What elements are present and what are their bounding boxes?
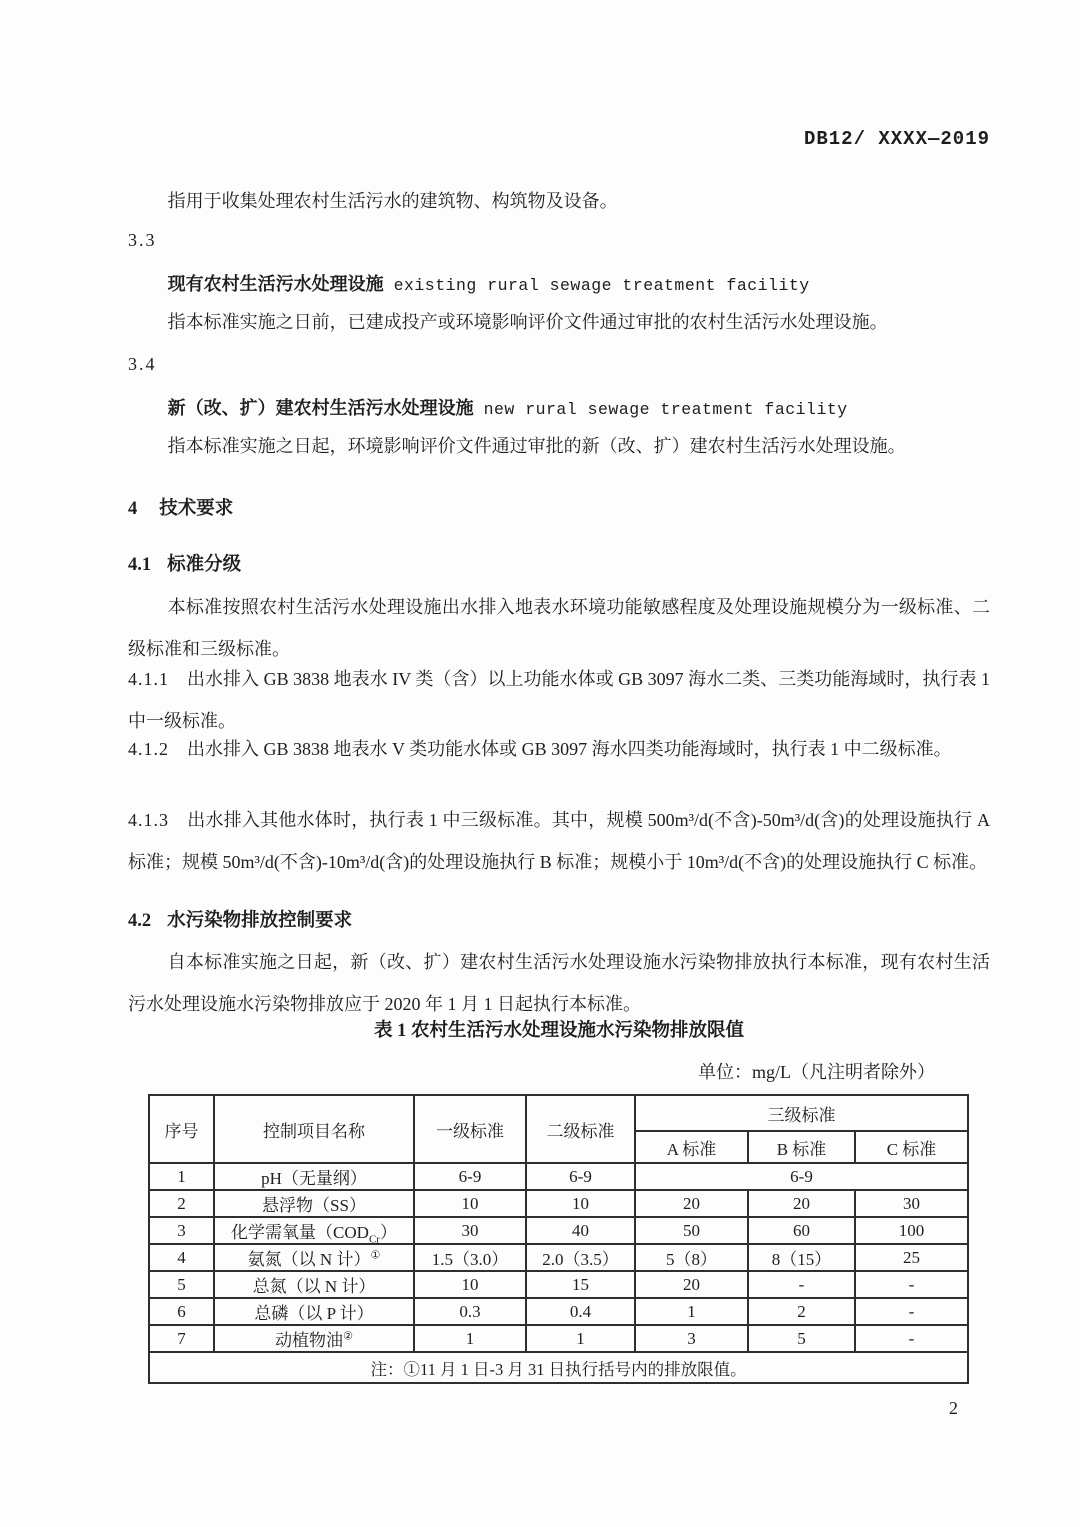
section-heading-4-2 bbox=[128, 906, 990, 932]
cell-name bbox=[214, 1244, 414, 1271]
cell-standard-b: 2 bbox=[748, 1298, 855, 1325]
ammonia-name: 氨氮（以 N 计） bbox=[247, 1250, 371, 1269]
term-heading-3-3 bbox=[128, 270, 990, 296]
table-unit-note: 单位：mg/L（凡注明者除外） bbox=[698, 1062, 935, 1082]
section-4-2-body: 自本标准实施之日起，新（改、扩）建农村生活污水处理设施水污染物排放执行本标准，现有农村生活污水处理设施水污染物排放应于 2020 年 1 月 1 日起执行本标准。 bbox=[128, 952, 990, 1014]
clause-paragraph-4-1-3 bbox=[128, 799, 990, 883]
table-row-ph bbox=[149, 1163, 968, 1190]
cell-standard-b: 60 bbox=[748, 1217, 855, 1244]
clause-label: 4.1.1 bbox=[128, 669, 169, 689]
footnote-mark-1: ① bbox=[370, 1249, 381, 1262]
term-en: existing rural sewage treatment facility bbox=[393, 276, 810, 295]
clause-text: 出水排入 GB 3838 地表水 IV 类（含）以上功能水体或 GB 3097 海水二类、三类功能海域时，执行表 1 中一级标准。 bbox=[128, 669, 990, 731]
section-4-1-intro: 本标准按照农村生活污水处理设施出水排入地表水环境功能敏感程度及处理设施规模分为一级标准、二级标准和三级标准。 bbox=[128, 597, 990, 659]
cell-no: 7 bbox=[149, 1325, 214, 1352]
cell-no: 6 bbox=[149, 1298, 214, 1325]
cell-name: 总磷（以 P 计） bbox=[214, 1298, 414, 1325]
header-cell-level1: 一级标准 bbox=[414, 1095, 526, 1163]
table-row-animal-vegetable-oil bbox=[149, 1325, 968, 1352]
cell-name bbox=[214, 1325, 414, 1352]
cell-standard-c: 30 bbox=[855, 1190, 968, 1217]
cell-standard-a: 5（8） bbox=[635, 1244, 748, 1271]
clause-text: 出水排入其他水体时，执行表 1 中三级标准。其中，规模 500m³/d(不含)-50m³/d(含)的处理设施执行 A 标准；规模 50m³/d(不含)-10m³/d(含)的处理设施执行 B 标准；规模小于 10m³/d(不含)的处理设施执行 C 标准。 bbox=[128, 810, 990, 872]
page-number: 2 bbox=[949, 1398, 958, 1418]
cell-level2: 1 bbox=[526, 1325, 635, 1352]
cell-no: 5 bbox=[149, 1271, 214, 1298]
cell-standard-a: 50 bbox=[635, 1217, 748, 1244]
term-heading-3-4 bbox=[128, 394, 990, 420]
cell-standard-c: 100 bbox=[855, 1217, 968, 1244]
cell-level2: 0.4 bbox=[526, 1298, 635, 1325]
cell-standard-b: - bbox=[748, 1271, 855, 1298]
clause-text: 出水排入 GB 3838 地表水 V 类功能水体或 GB 3097 海水四类功能海域时，执行表 1 中二级标准。 bbox=[187, 739, 952, 759]
oil-name: 动植物油 bbox=[275, 1331, 344, 1350]
cell-standard-a: 20 bbox=[635, 1190, 748, 1217]
clause-number-3-3: 3.3 bbox=[128, 230, 157, 250]
cell-standard-c: - bbox=[855, 1325, 968, 1352]
header-cell-level2: 二级标准 bbox=[526, 1095, 635, 1163]
cell-level2: 15 bbox=[526, 1271, 635, 1298]
cod-name-prefix: 化学需氧量（COD bbox=[231, 1223, 369, 1242]
table-row-ammonia bbox=[149, 1244, 968, 1271]
cell-level1: 6-9 bbox=[414, 1163, 526, 1190]
cell-level1: 1 bbox=[414, 1325, 526, 1352]
table-header-row-1 bbox=[149, 1095, 968, 1131]
cell-name: 总氮（以 N 计） bbox=[214, 1271, 414, 1298]
clause-number-3-4: 3.4 bbox=[128, 354, 157, 374]
header-cell-standard-a: A 标准 bbox=[635, 1131, 748, 1163]
clause-label: 4.1.3 bbox=[128, 810, 169, 830]
cell-standard-a: 3 bbox=[635, 1325, 748, 1352]
section-title: 水污染物排放控制要求 bbox=[167, 911, 353, 931]
cod-name-suffix: ） bbox=[379, 1223, 397, 1242]
section-number: 4.1 bbox=[128, 555, 152, 575]
cell-no: 1 bbox=[149, 1163, 214, 1190]
cell-standard-b: 20 bbox=[748, 1190, 855, 1217]
cell-level1: 0.3 bbox=[414, 1298, 526, 1325]
cell-name: 悬浮物（SS） bbox=[214, 1190, 414, 1217]
header-cell-level3: 三级标准 bbox=[635, 1095, 968, 1131]
table-row-total-phosphorus bbox=[149, 1298, 968, 1325]
chapter-title: 技术要求 bbox=[159, 499, 234, 519]
cell-level2: 10 bbox=[526, 1190, 635, 1217]
cell-level1: 1.5（3.0） bbox=[414, 1244, 526, 1271]
footnote-mark-2: ② bbox=[343, 1330, 353, 1343]
cell-no: 3 bbox=[149, 1217, 214, 1244]
cell-level1: 30 bbox=[414, 1217, 526, 1244]
cell-standard-c: - bbox=[855, 1271, 968, 1298]
cell-level3-merged: 6-9 bbox=[635, 1163, 968, 1190]
cell-standard-a: 20 bbox=[635, 1271, 748, 1298]
chapter-number: 4 bbox=[128, 499, 138, 519]
clause-paragraph-4-1-2 bbox=[128, 728, 990, 770]
table-row-ss bbox=[149, 1190, 968, 1217]
cell-standard-b: 5 bbox=[748, 1325, 855, 1352]
cell-level2: 40 bbox=[526, 1217, 635, 1244]
cell-standard-c: - bbox=[855, 1298, 968, 1325]
chapter-heading-4 bbox=[128, 494, 990, 520]
header-cell-standard-c: C 标准 bbox=[855, 1131, 968, 1163]
table-row-total-nitrogen bbox=[149, 1271, 968, 1298]
header-cell-name: 控制项目名称 bbox=[214, 1095, 414, 1163]
definition-paragraph-3-2: 指用于收集处理农村生活污水的建筑物、构筑物及设备。 bbox=[167, 191, 618, 211]
cell-standard-a: 1 bbox=[635, 1298, 748, 1325]
cell-no: 4 bbox=[149, 1244, 214, 1271]
table-footnote-row bbox=[149, 1352, 968, 1383]
cell-level1: 10 bbox=[414, 1190, 526, 1217]
term-zh: 现有农村生活污水处理设施 bbox=[167, 274, 384, 294]
term-zh: 新（改、扩）建农村生活污水处理设施 bbox=[167, 398, 474, 418]
definition-paragraph-3-4: 指本标准实施之日起，环境影响评价文件通过审批的新（改、扩）建农村生活污水处理设施。 bbox=[167, 436, 906, 456]
document-header-code: DB12/ XXXX—2019 bbox=[803, 128, 990, 150]
section-title: 标准分级 bbox=[167, 555, 242, 575]
cell-no: 2 bbox=[149, 1190, 214, 1217]
cell-level2: 6-9 bbox=[526, 1163, 635, 1190]
cell-standard-c: 25 bbox=[855, 1244, 968, 1271]
cell-standard-b: 8（15） bbox=[748, 1244, 855, 1271]
cell-name: pH（无量纲） bbox=[214, 1163, 414, 1190]
cell-level2: 2.0（3.5） bbox=[526, 1244, 635, 1271]
table-title: 表 1 农村生活污水处理设施水污染物排放限值 bbox=[373, 1021, 744, 1041]
header-cell-standard-b: B 标准 bbox=[748, 1131, 855, 1163]
cell-name bbox=[214, 1217, 414, 1244]
emission-limits-table bbox=[148, 1094, 969, 1384]
header-cell-no: 序号 bbox=[149, 1095, 214, 1163]
term-en: new rural sewage treatment facility bbox=[483, 400, 848, 419]
section-number: 4.2 bbox=[128, 911, 152, 931]
cell-level1: 10 bbox=[414, 1271, 526, 1298]
table-footnote: 注：①11 月 1 日-3 月 31 日执行括号内的排放限值。 bbox=[149, 1352, 968, 1383]
section-heading-4-1 bbox=[128, 550, 990, 576]
clause-label: 4.1.2 bbox=[128, 739, 169, 759]
table-row-cod bbox=[149, 1217, 968, 1244]
cod-subscript: Cr bbox=[368, 1233, 380, 1246]
definition-paragraph-3-3: 指本标准实施之日前，已建成投产或环境影响评价文件通过审批的农村生活污水处理设施。 bbox=[167, 312, 888, 332]
